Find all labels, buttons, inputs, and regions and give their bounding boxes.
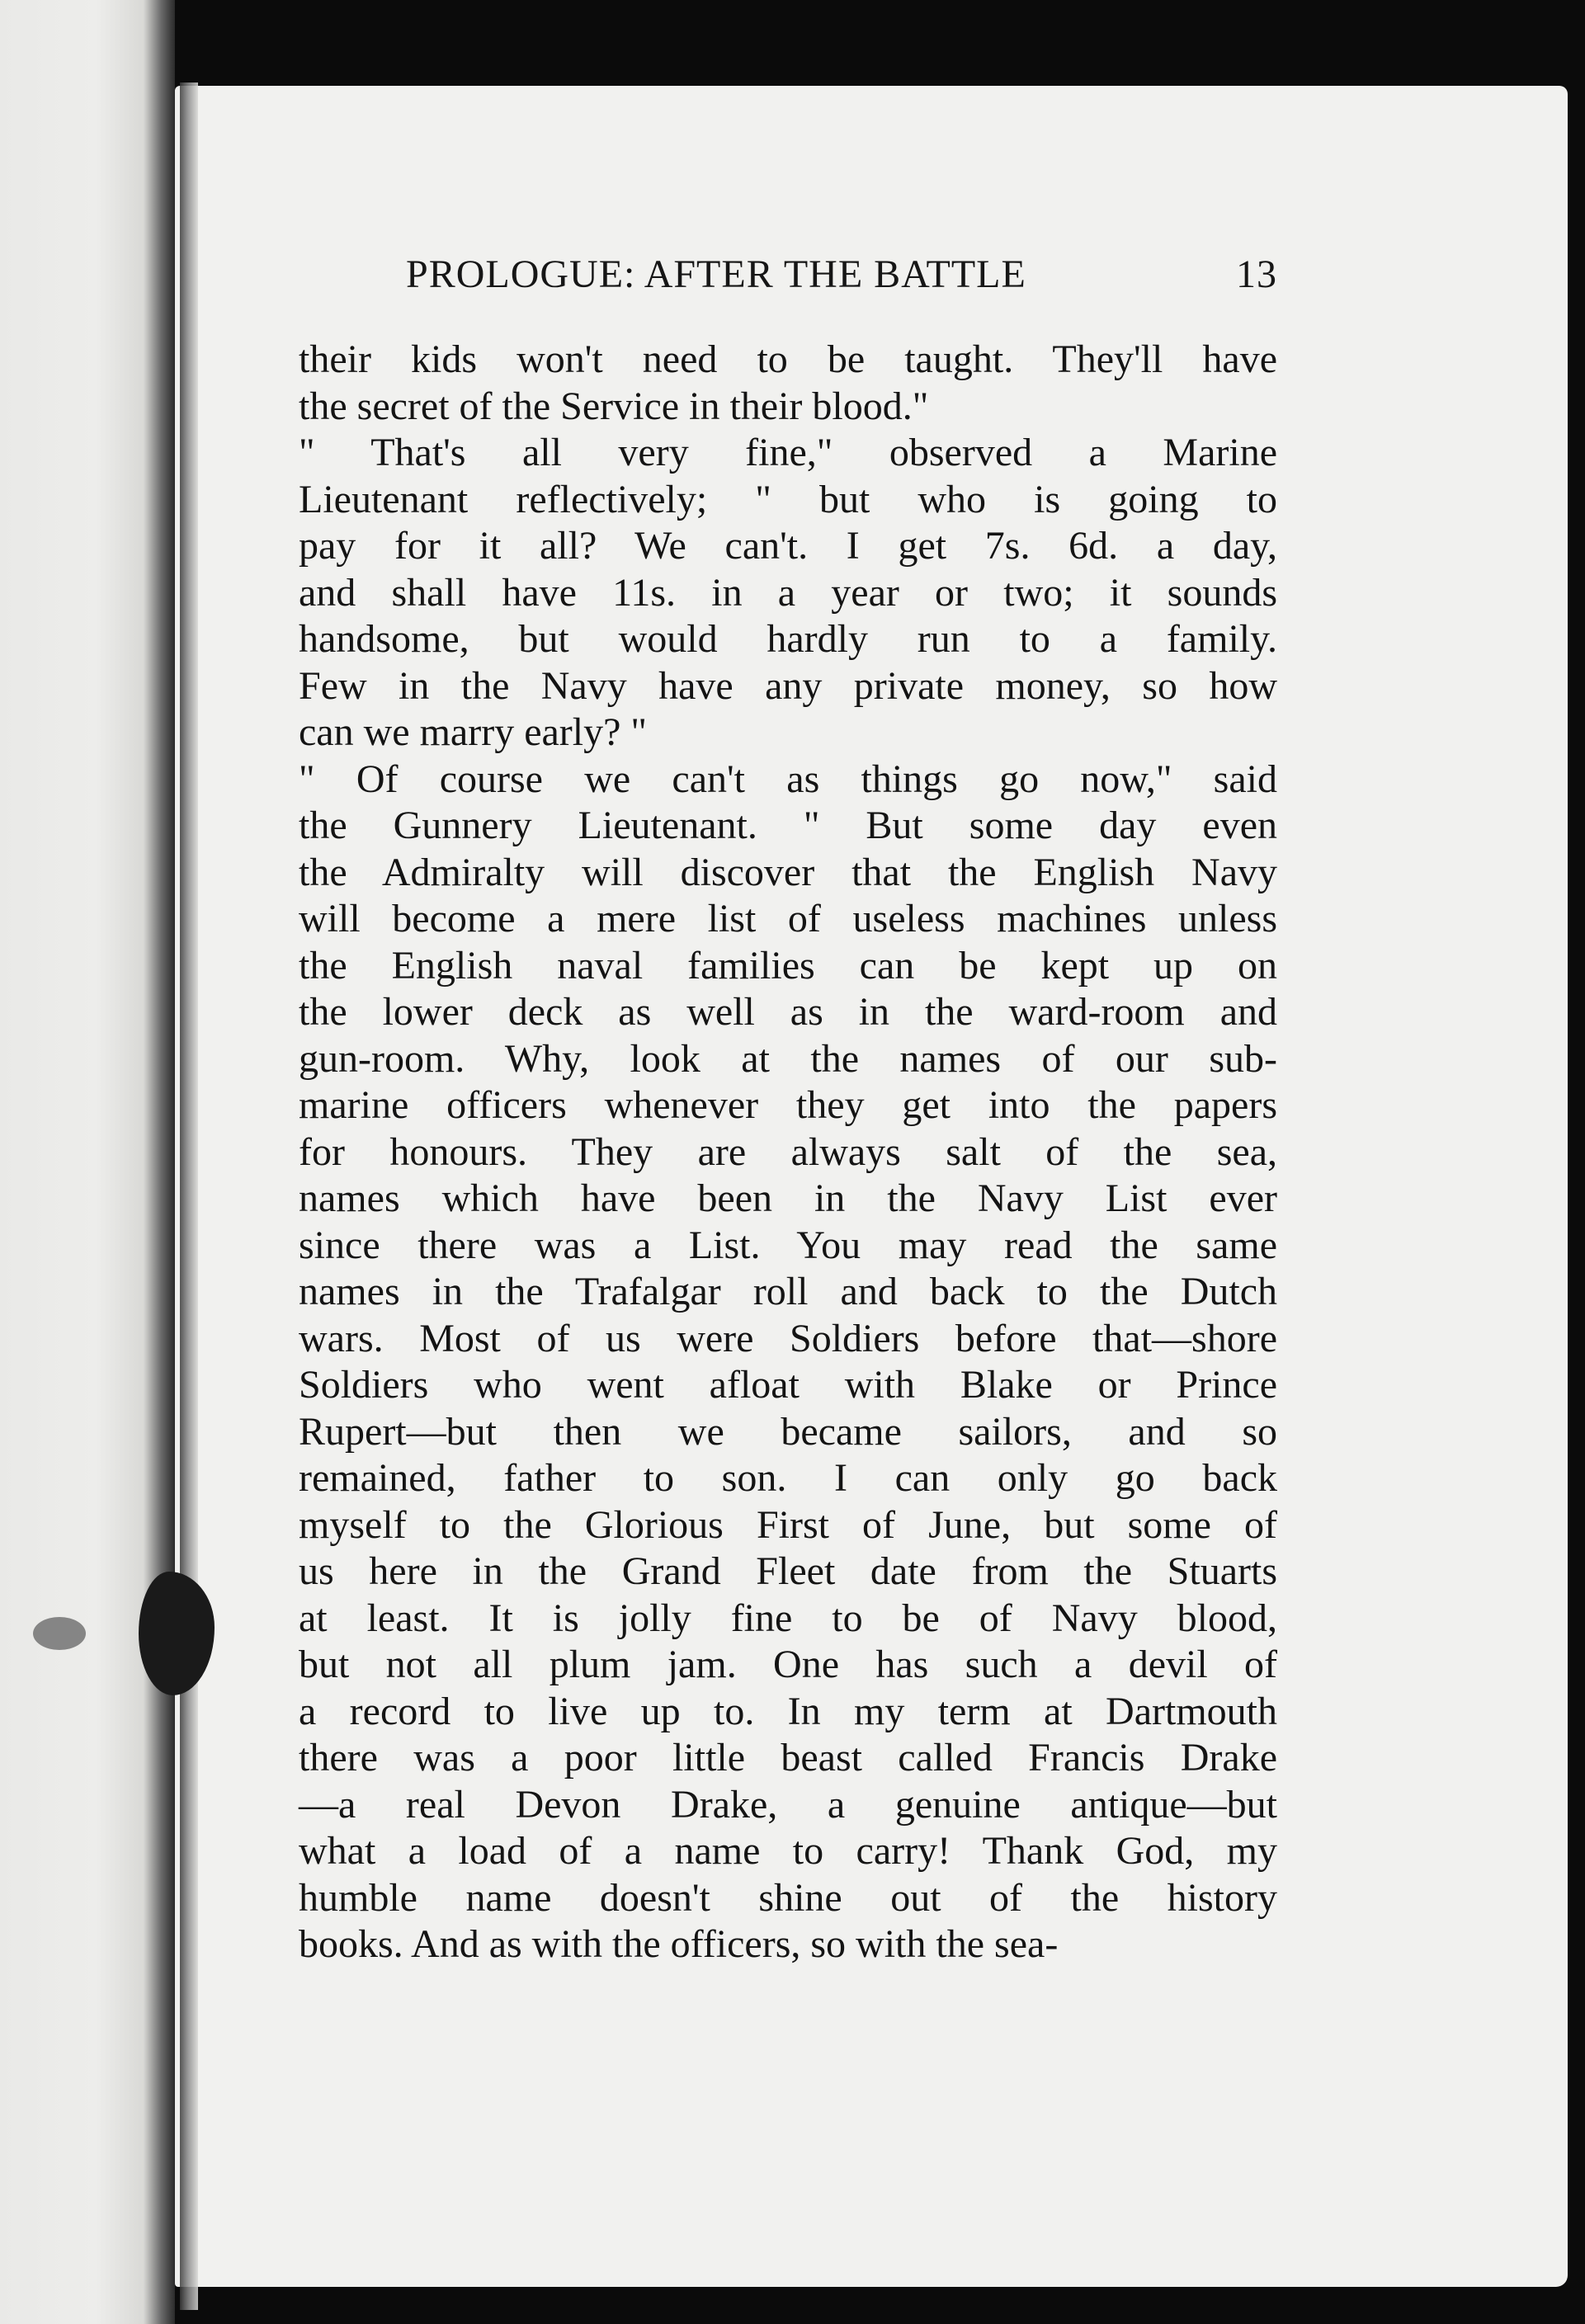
text-line: will become a mere list of useless machines unless — [299, 897, 1277, 940]
text-line: pay for it all? We can't. I get 7s. 6d. a day, — [299, 524, 1277, 568]
body-text — [299, 337, 1277, 1968]
text-line: humble name doesn't shine out of the history — [299, 1875, 1277, 1920]
text-line: Lieutenant reflectively; " but who is going to — [299, 477, 1277, 521]
text-line: their kids won't need to be taught. They'll have — [299, 337, 1277, 381]
text-line: marine officers whenever they get into the papers — [299, 1083, 1277, 1127]
running-title: PROLOGUE: AFTER THE BATTLE — [406, 252, 1026, 296]
text-line: names which have been in the Navy List ever — [299, 1176, 1277, 1220]
page-number: 13 — [1236, 252, 1277, 296]
text-line: the Admiralty will discover that the English Navy — [299, 850, 1277, 894]
text-line: " Of course we can't as things go now," said — [299, 757, 1277, 801]
text-line: can we marry early? " — [299, 710, 648, 754]
text-line: wars. Most of us were Soldiers before that—shore — [299, 1316, 1277, 1360]
text-line: remained, father to son. I can only go back — [299, 1456, 1277, 1500]
text-line: Rupert—but then we became sailors, and so — [299, 1409, 1277, 1454]
text-line: myself to the Glorious First of June, but some of — [299, 1502, 1277, 1547]
text-line: us here in the Grand Fleet date from the Stuarts — [299, 1549, 1277, 1593]
text-line: since there was a List. You may read the same — [299, 1223, 1277, 1267]
text-line: but not all plum jam. One has such a devil of — [299, 1643, 1277, 1686]
text-line: the secret of the Service in their blood." — [299, 384, 929, 428]
text-line: Soldiers who went afloat with Blake or Prince — [299, 1363, 1277, 1407]
text-line: the Gunnery Lieutenant. " But some day even — [299, 804, 1277, 847]
text-line: what a load of a name to carry! Thank God, my — [299, 1829, 1277, 1873]
text-line: there was a poor little beast called Francis Drake — [299, 1736, 1277, 1780]
binding-gutter-shadow — [180, 82, 198, 2310]
text-line: the lower deck as well as in the ward-room and — [299, 990, 1277, 1034]
text-line: the English naval families can be kept up on — [299, 943, 1277, 988]
ink-smudge — [33, 1617, 86, 1650]
text-line: Few in the Navy have any private money, so how — [299, 663, 1277, 708]
facing-page-margin — [0, 0, 175, 2324]
text-line: and shall have 11s. in a year or two; it sounds — [299, 570, 1277, 615]
text-line: for honours. They are always salt of the sea, — [299, 1129, 1277, 1174]
text-line: —a real Devon Drake, a genuine antique—but — [299, 1782, 1277, 1827]
text-line: " That's all very fine," observed a Marine — [299, 431, 1277, 474]
running-header — [299, 252, 1277, 301]
text-line: books. And as with the officers, so with the sea- — [299, 1922, 1059, 1966]
text-line: handsome, but would hardly run to a family. — [299, 617, 1277, 661]
text-line: at least. It is jolly fine to be of Navy blood, — [299, 1596, 1277, 1640]
text-line: gun-room. Why, look at the names of our sub- — [299, 1036, 1277, 1081]
text-line: names in the Trafalgar roll and back to the Dutch — [299, 1270, 1277, 1313]
text-line: a record to live up to. In my term at Dartmouth — [299, 1689, 1277, 1733]
